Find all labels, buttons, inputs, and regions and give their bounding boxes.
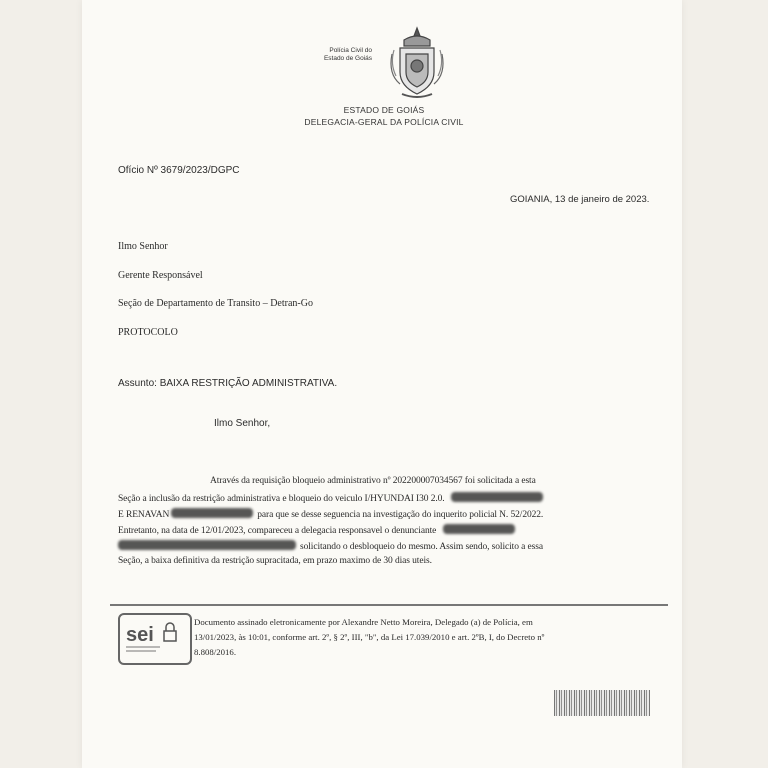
body-line-3-b: para que se desse seguencia na investigação do inquerito policial N. 52/2022. bbox=[257, 510, 544, 520]
logo-text: Polícia Civil do Estado de Goiás bbox=[323, 47, 372, 62]
recipient-department: Seção de Departamento de Transito – Detran-Go bbox=[118, 298, 313, 309]
recipient-salutation: Ilmo Senhor bbox=[118, 241, 168, 252]
subject-line: Assunto: BAIXA RESTRIÇÃO ADMINISTRATIVA. bbox=[118, 378, 338, 389]
document-date: GOIANIA, 13 de janeiro de 2023. bbox=[510, 194, 650, 205]
redacted-name-1 bbox=[443, 524, 515, 534]
body-line-2 bbox=[118, 492, 543, 504]
signature-divider bbox=[110, 604, 668, 606]
sei-logo-icon bbox=[118, 613, 192, 665]
body-line-4 bbox=[118, 524, 515, 536]
signature-line-3: 8.808/2016. bbox=[194, 647, 237, 657]
barcode bbox=[554, 690, 650, 716]
body-line-3 bbox=[118, 508, 543, 520]
redacted-name-2 bbox=[118, 540, 296, 550]
svg-text:sei: sei bbox=[126, 624, 154, 646]
body-line-4-text: Entretanto, na data de 12/01/2023, compareceu a delegacia responsavel o denunciante bbox=[118, 526, 437, 536]
letter-salutation: Ilmo Senhor, bbox=[214, 418, 271, 429]
signature-line-2: 13/01/2023, às 10:01, conforme art. 2º, § 2º, III, "b", da Lei 17.039/2010 e art. 2ºB, I, do Decreto nº bbox=[194, 632, 545, 642]
header-state: ESTADO DE GOIÁS bbox=[343, 105, 425, 115]
body-line-5-text: solicitando o desbloqueio do mesmo. Assim sendo, solicito a essa bbox=[300, 542, 543, 552]
redacted-renavam bbox=[171, 508, 253, 518]
redacted-plate bbox=[451, 492, 543, 502]
body-line-1: Através da requisição bloqueio administrativo nº 202200007034567 foi solicitada a esta bbox=[210, 476, 536, 486]
police-crest-icon bbox=[386, 24, 448, 102]
header-department: DELEGACIA-GERAL DA POLÍCIA CIVIL bbox=[304, 117, 464, 127]
recipient-protocol: PROTOCOLO bbox=[118, 327, 178, 338]
signature-line-1: Documento assinado eletronicamente por Alexandre Netto Moreira, Delegado (a) de Polícia, em bbox=[194, 617, 533, 627]
oficio-number: Ofício Nº 3679/2023/DGPC bbox=[118, 165, 240, 176]
body-line-6: Seção, a baixa definitiva da restrição supracitada, em prazo maximo de 30 dias uteis. bbox=[118, 556, 432, 566]
recipient-title: Gerente Responsável bbox=[118, 270, 203, 281]
body-line-2-text: Seção a inclusão da restrição administrativa e bloqueio do veiculo I/HYUNDAI I30 2.0. bbox=[118, 494, 445, 504]
body-line-5 bbox=[118, 540, 543, 552]
body-line-3-a: E RENAVAN bbox=[118, 510, 170, 520]
